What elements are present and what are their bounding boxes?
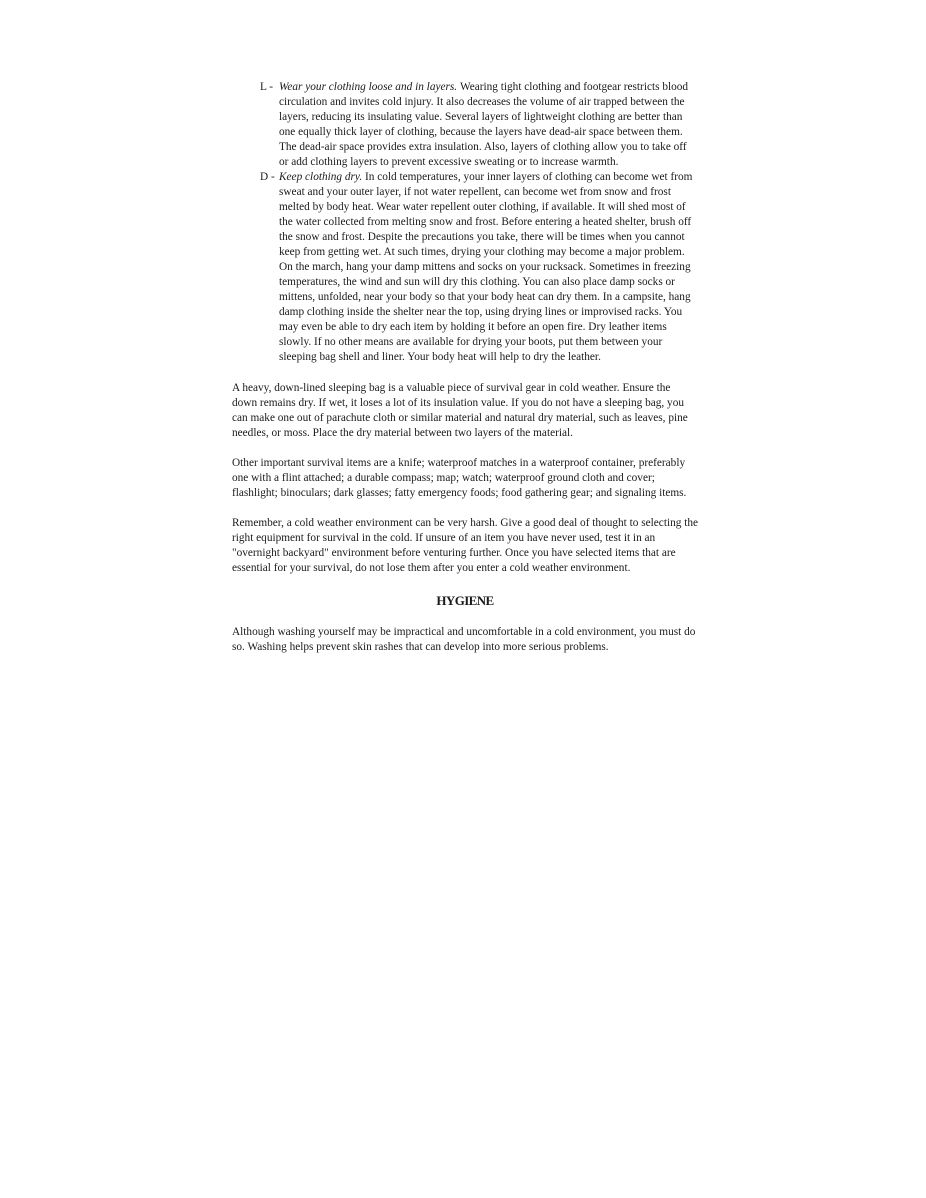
list-item-keep-dry — [232, 170, 698, 365]
list-marker: L - — [260, 81, 274, 93]
document-page — [232, 80, 698, 655]
list-item-text: Wearing tight clothing and footgear restricts blood circulation and invites cold injury. It also decreases the volume of air trapped between the layers, reducing its insulating value. Several layers of lightweight clothing are better than one equally thick layer of clothing, because the layers have dead-air space between them. The dead-air space provides extra insulation. Also, layers of clothing allow you to take off or add clothing layers to prevent excessive sweating or to increase warmth. — [279, 81, 689, 168]
list-marker: D - — [260, 171, 275, 183]
list-item-loose-layers — [232, 80, 698, 170]
paragraph-sleeping-bag: A heavy, down-lined sleeping bag is a valuable piece of survival gear in cold weather. Ensure the down remains dry. If wet, it loses a lot of its insulation value. If you do not have a sleeping bag, you can make one out of parachute cloth or similar material and natural dry material, such as leaves, pine needles, or moss. Place the dry material between two layers of the material. — [232, 382, 688, 439]
paragraph-survival-items: Other important survival items are a knife; waterproof matches in a waterproof container, preferably one with a flint attached; a durable compass; map; watch; waterproof ground cloth and cover; flashlight; binoculars; dark glasses; fatty emergency foods; food gathering gear; and signaling items. — [232, 457, 687, 499]
list-item-lead: Keep clothing dry. — [279, 171, 365, 183]
paragraph-hygiene: Although washing yourself may be impractical and uncomfortable in a cold environment, you must do so. Washing helps prevent skin rashes that can develop into more serious problems. — [232, 626, 696, 653]
list-item-text: In cold temperatures, your inner layers of clothing can become wet from sweat and your outer layer, if not water repellent, can become wet from snow and frost melted by body heat. Wear water repellent outer clothing, if available. It will shed most of the water collected from melting snow and frost. Before entering a heated shelter, brush off the snow and frost. Despite the precautions you take, there will be times when you cannot keep from getting wet. At such times, drying your clothing may become a major problem. On the march, hang your damp mittens and socks on your rucksack. Sometimes in freezing temperatures, the wind and sun will dry this clothing. You can also place damp socks or mittens, unfolded, near your body so that your body heat can dry them. In a campsite, hang damp clothing inside the shelter near the top, using drying lines or improvised racks. You may even be able to dry each item by holding it before an open fire. Dry leather items slowly. If no other means are available for drying your boots, put them between your sleeping bag shell and liner. Your body heat will help to dry the leather. — [279, 171, 693, 363]
list-item-lead: Wear your clothing loose and in layers. — [279, 81, 460, 93]
paragraph-remember: Remember, a cold weather environment can be very harsh. Give a good deal of thought to selecting the right equipment for survival in the cold. If unsure of an item you have never used, test it in an "overnight backyard" environment before venturing further. Once you have selected items that are essential for your survival, do not lose them after you enter a cold weather environment. — [232, 517, 699, 574]
section-heading: HYGIENE — [436, 593, 494, 608]
